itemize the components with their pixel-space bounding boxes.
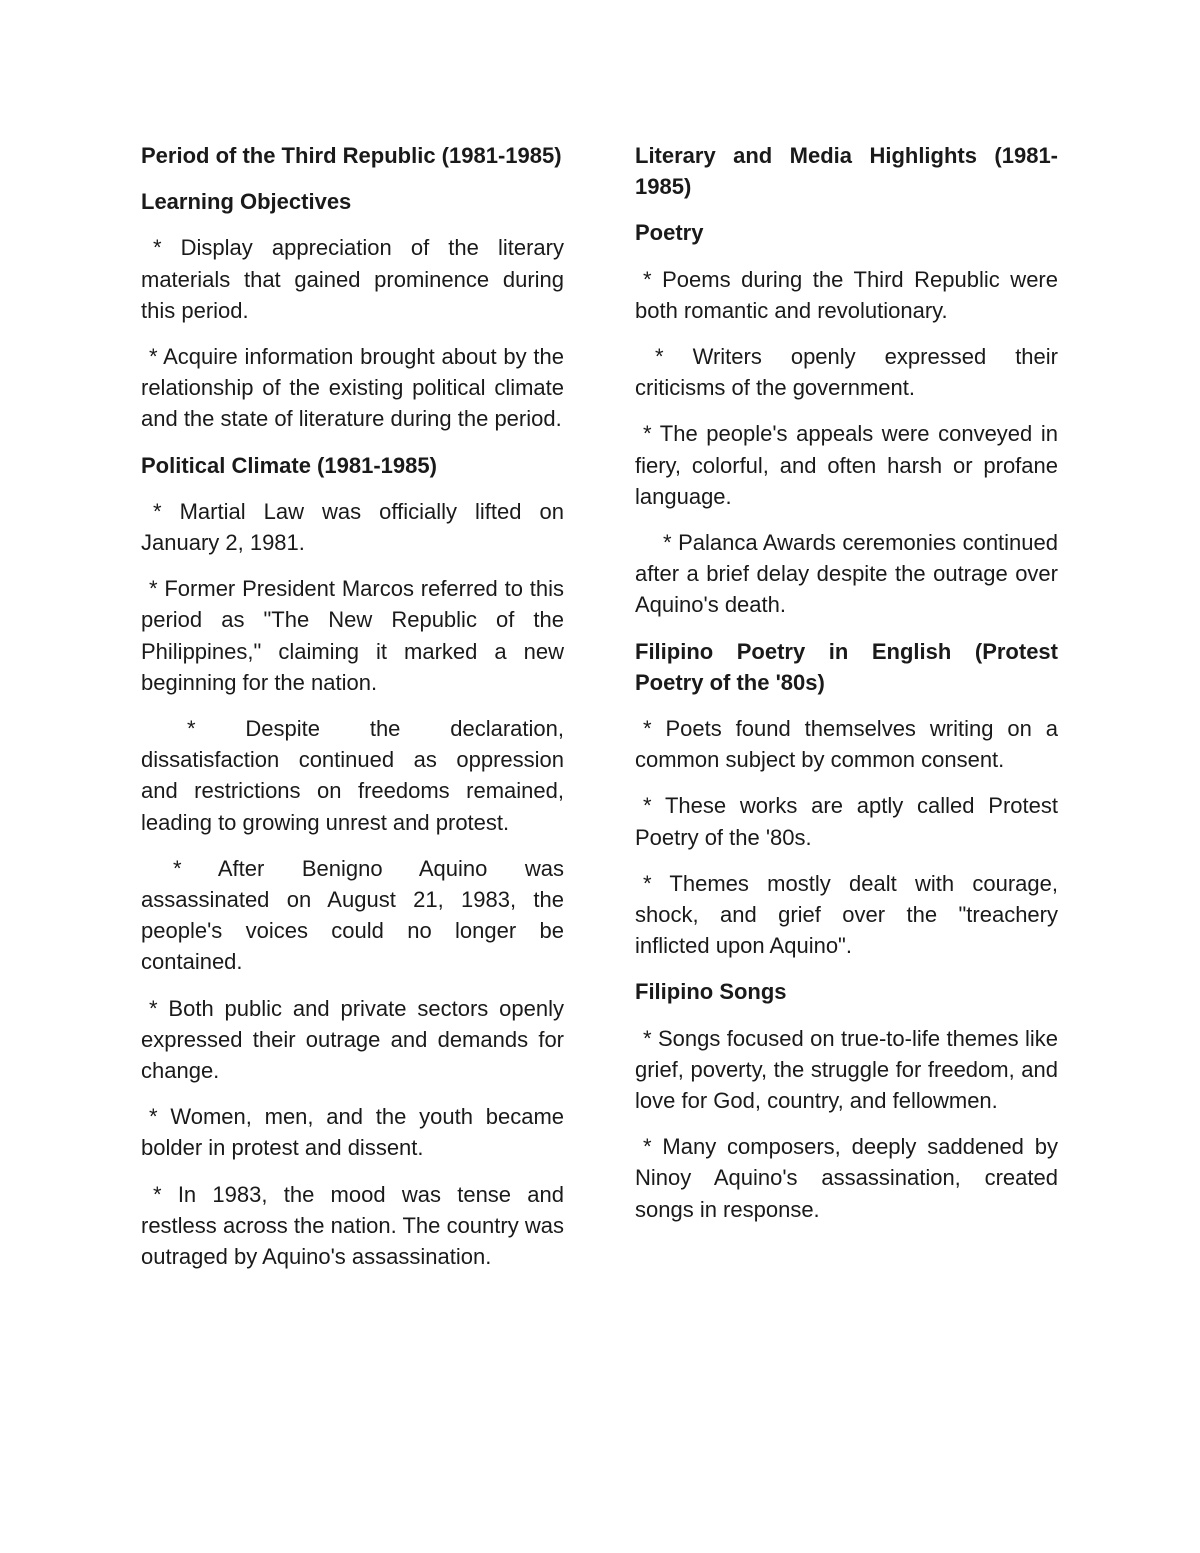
poetry-point: * Palanca Awards ceremonies continued after a brief delay despite the outrage over Aquino's death. xyxy=(635,530,1058,618)
objective-item: * Acquire information brought about by the relationship of the existing political climate and the state of literature during the period. xyxy=(141,344,564,432)
songs-point: * Songs focused on true-to-life themes like grief, poverty, the struggle for freedom, and love for God, country, and fellowmen. xyxy=(635,1025,1058,1114)
songs-point: * Many composers, deeply saddened by Ninoy Aquino's assassination, created songs in response. xyxy=(635,1134,1058,1222)
protest-point: * Themes mostly dealt with courage, shock, and grief over the "treachery inflicted upon Aquino". xyxy=(635,870,1058,959)
political-point: * Despite the declaration, dissatisfaction continued as oppression and restrictions on freedoms remained, leading to growing unrest and protest. xyxy=(141,716,564,835)
protest-point: * Poets found themselves writing on a common subject by common consent. xyxy=(635,716,1058,773)
document-title: Period of the Third Republic (1981-1985) xyxy=(141,143,562,168)
protest-poetry-heading: Filipino Poetry in English (Protest Poetry of the '80s) xyxy=(635,638,1058,695)
political-point: * In 1983, the mood was tense and restless across the nation. The country was outraged by Aquino's assassination. xyxy=(141,1181,564,1270)
poetry-point: * Writers openly expressed their criticisms of the government. xyxy=(635,344,1058,401)
poetry-point: * The people's appeals were conveyed in fiery, colorful, and often harsh or profane language. xyxy=(635,421,1058,509)
protest-point: * These works are aptly called Protest Poetry of the '80s. xyxy=(635,793,1058,850)
left-column xyxy=(141,140,564,1287)
objective-item: * Display appreciation of the literary materials that gained prominence during this period. xyxy=(141,235,564,323)
political-point: * Women, men, and the youth became bolder in protest and dissent. xyxy=(141,1104,564,1161)
political-point: * Martial Law was officially lifted on January 2, 1981. xyxy=(141,498,564,556)
political-climate-heading: Political Climate (1981-1985) xyxy=(141,452,437,478)
learning-objectives-heading: Learning Objectives xyxy=(141,189,352,215)
political-point: * After Benigno Aquino was assassinated on August 21, 1983, the people's voices could no longer be contained. xyxy=(141,855,564,975)
poetry-point: * Poems during the Third Republic were both romantic and revolutionary. xyxy=(635,266,1058,323)
filipino-songs-heading: Filipino Songs xyxy=(635,979,787,1005)
right-column xyxy=(635,140,1058,1240)
poetry-heading: Poetry xyxy=(635,220,704,246)
literary-highlights-title: Literary and Media Highlights (1981-1985) xyxy=(635,143,1058,200)
political-point: * Both public and private sectors openly expressed their outrage and demands for change. xyxy=(141,995,564,1084)
political-point: * Former President Marcos referred to this period as "The New Republic of the Philippines," claiming it marked a new beginning for the nation. xyxy=(141,576,564,695)
